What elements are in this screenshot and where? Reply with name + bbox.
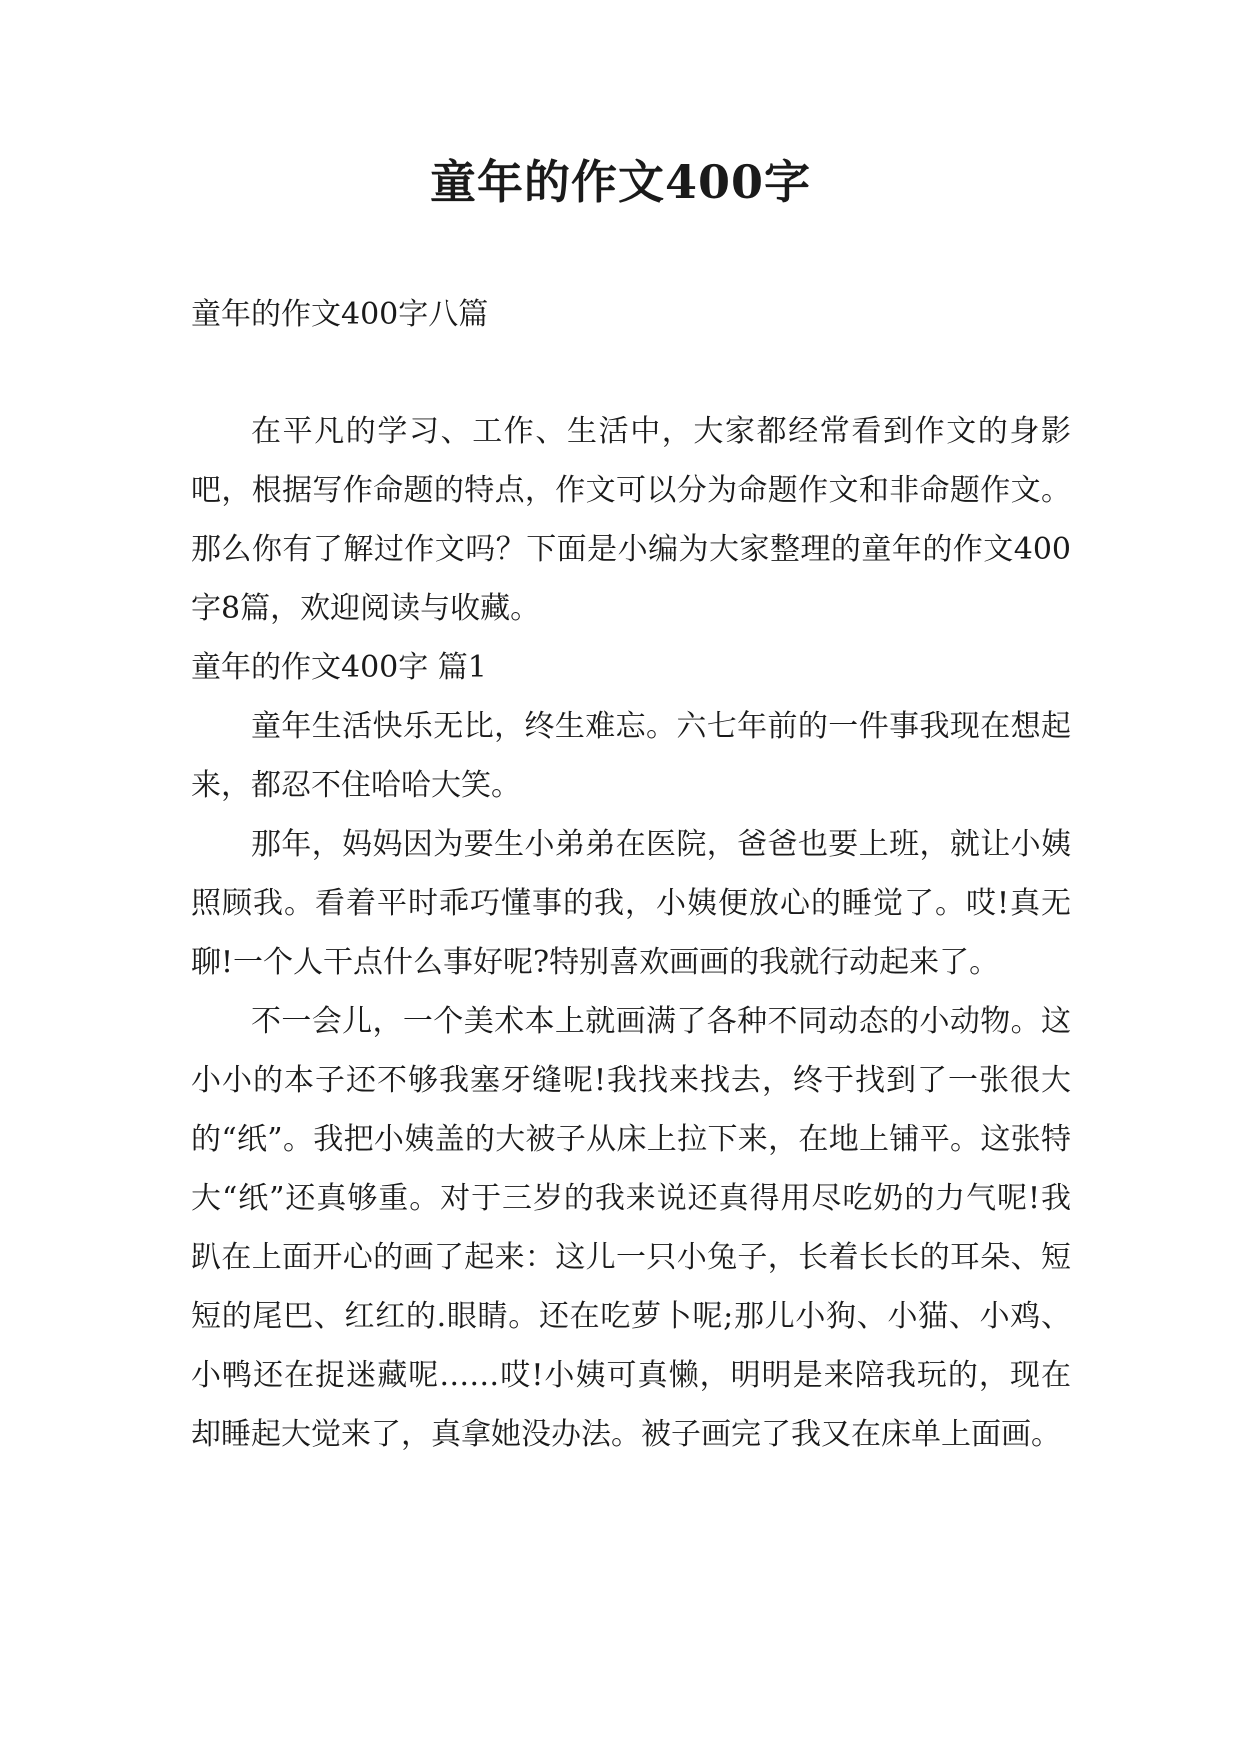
document-body [191, 285, 1071, 1464]
document-title: 童年的作文400字 [429, 155, 812, 209]
intro-paragraph: 在平凡的学习、工作、生活中，大家都经常看到作文的身影吧，根据写作命题的特点，作文可以分为命题作文和非命题作文。那么你有了解过作文吗？下面是小编为大家整理的童年的作文400字8篇，欢迎阅读与收藏。 [191, 414, 1071, 626]
body-paragraph: 童年生活快乐无比，终生难忘。六七年前的一件事我现在想起来，都忍不住哈哈大笑。 [191, 709, 1071, 803]
document-subtitle: 童年的作文400字八篇 [191, 297, 489, 332]
section-heading: 童年的作文400字 篇1 [191, 650, 487, 685]
body-paragraph: 不一会儿，一个美术本上就画满了各种不同动态的小动物。这小小的本子还不够我塞牙缝呢!我找来找去，终于找到了一张很大的“纸”。我把小姨盖的大被子从床上拉下来，在地上铺平。这张特大“纸”还真够重。对于三岁的我来说还真得用尽吃奶的力气呢!我趴在上面开心的画了起来：这儿一只小兔子，长着长长的耳朵、短短的尾巴、红红的.眼睛。还在吃萝卜呢;那儿小狗、小猫、小鸡、小鸭还在捉迷藏呢……哎!小姨可真懒，明明是来陪我玩的，现在却睡起大觉来了，真拿她没办法。被子画完了我又在床单上面画。 [191, 1004, 1071, 1452]
body-paragraph: 那年，妈妈因为要生小弟弟在医院，爸爸也要上班，就让小姨照顾我。看着平时乖巧懂事的我，小姨便放心的睡觉了。哎!真无聊!一个人干点什么事好呢?特别喜欢画画的我就行动起来了。 [191, 827, 1071, 980]
